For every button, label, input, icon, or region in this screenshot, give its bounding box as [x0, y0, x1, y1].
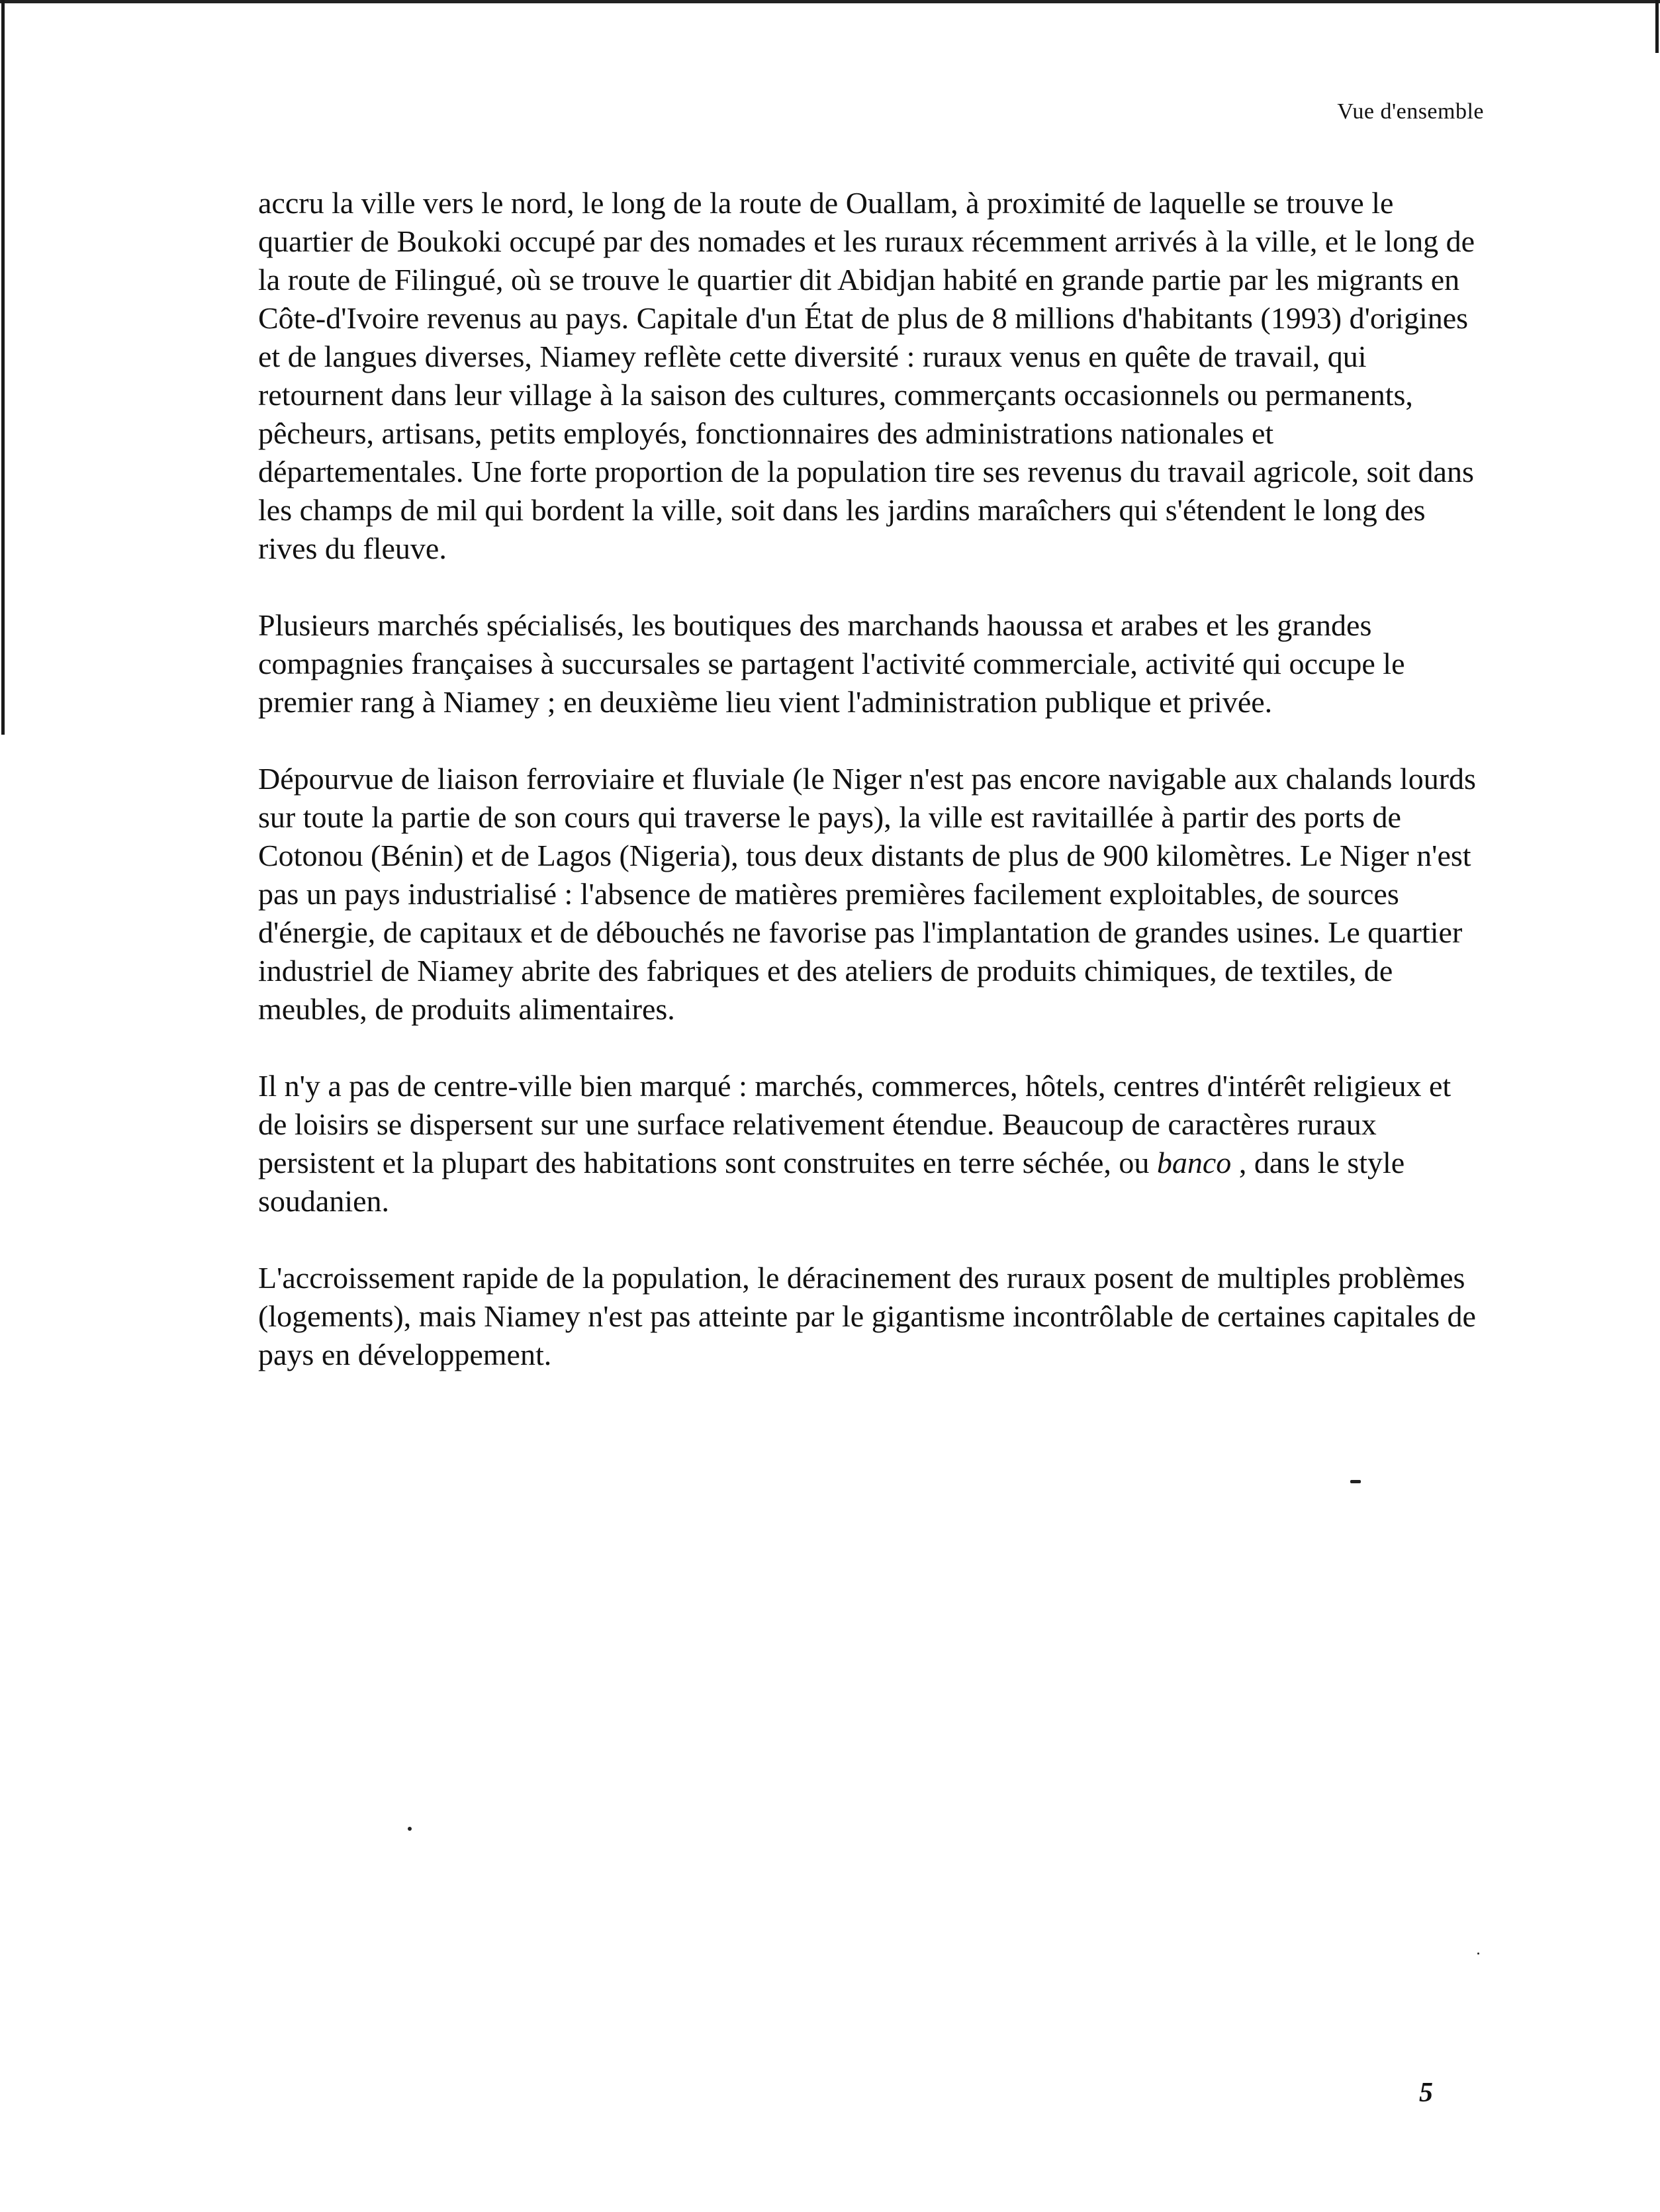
paragraph-4 [258, 1067, 1483, 1221]
paragraph-2: Plusieurs marchés spécialisés, les boutiques des marchands haoussa et arabes et les grandes compagnies françaises à succursales se partagent l'activité commerciale, activité qui occupe le premier rang à Niamey ; en deuxième lieu vient l'administration publique et privée. [258, 608, 1405, 719]
paragraph-1: accru la ville vers le nord, le long de la route de Ouallam, à proximité de laquelle se trouve le quartier de Boukoki occupé par des nomades et les ruraux récemment arrivés à la ville, et le long de la route de Filingué, où se trouve le quartier dit Abidjan habité en grande partie par les migrants en Côte-d'Ivoire revenus au pays. Capitale d'un État de plus de 8 millions d'habitants (1993) d'origines et de langues diverses, Niamey reflète cette diversité : ruraux venus en quête de travail, qui retournent dans leur village à la saison des cultures, commerçants occasionnels ou permanents, pêcheurs, artisans, petits employés, fonctionnaires des administrations nationales et départementales. Une forte proportion de la population tire ses revenus du travail agricole, soit dans les champs de mil qui bordent la ville, soit dans les jardins maraîchers qui s'étendent le long des rives du fleuve. [258, 186, 1475, 565]
paragraph-3: Dépourvue de liaison ferroviaire et fluviale (le Niger n'est pas encore navigable aux chalands lourds sur toute la partie de son cours qui traverse le pays), la ville est ravitaillée à partir des ports de Cotonou (Bénin) et de Lagos (Nigeria), tous deux distants de plus de 900 kilomètres. Le Niger n'est pas un pays industrialisé : l'absence de matières premières facilement exploitables, de sources d'énergie, de capitaux et de débouchés ne favorise pas l'implantation de grandes usines. Le quartier industriel de Niamey abrite des fabriques et des ateliers de produits chimiques, de textiles, de meubles, de produits alimentaires. [258, 762, 1476, 1026]
page-number: 5 [1419, 2078, 1433, 2108]
scan-speck [408, 1827, 412, 1831]
scan-edge-left [1, 0, 5, 735]
scan-speck [1477, 1953, 1479, 1955]
paragraph-4-text-after: , dans le style soudanien. [258, 1146, 1405, 1218]
body-text [258, 184, 1483, 1412]
scan-edge-top [0, 0, 1660, 3]
scan-edge-right [1655, 0, 1659, 53]
paragraph-4-italic-term: banco [1156, 1146, 1232, 1179]
paragraph-4-text-before: Il n'y a pas de centre-ville bien marqué : marchés, commerces, hôtels, centres d'intérêt religieux et de loisirs se dispersent sur une surface relativement étendue. Beaucoup de caractères ruraux persistent et la plupart des habitations sont construites en terre séchée, ou [258, 1069, 1452, 1179]
scan-speck [1350, 1480, 1361, 1483]
running-header: Vue d'ensemble [1337, 99, 1484, 124]
paragraph-5: L'accroissement rapide de la population, le déracinement des ruraux posent de multiples problèmes (logements), mais Niamey n'est pas atteinte par le gigantisme incontrôlable de certaines capitales de pays en développement. [258, 1261, 1476, 1371]
